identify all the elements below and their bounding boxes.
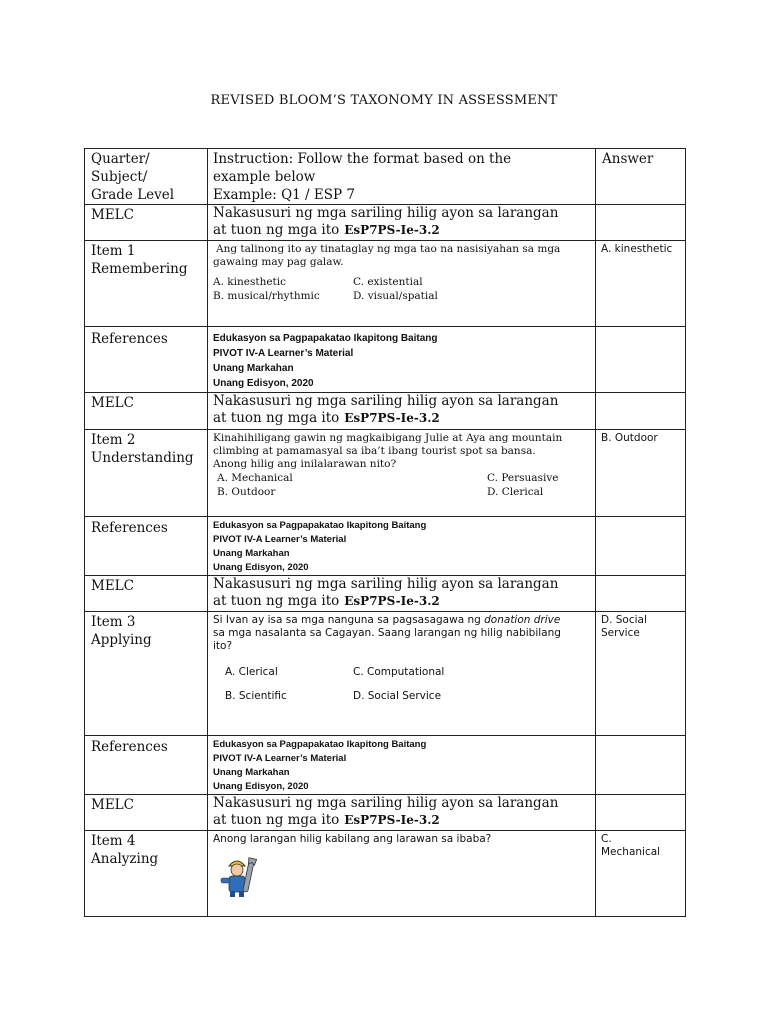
option: A. Clerical (225, 666, 278, 678)
table-row-references (85, 517, 686, 576)
item-answer: D. Social Service (601, 614, 647, 639)
option: D. Social Service (353, 690, 442, 702)
option: C. Computational (353, 666, 445, 678)
table-row-melc (85, 205, 686, 241)
references-text: Edukasyon sa Pagpapakatao Ikapitong Baitang PIVOT IV-A Learner’s Material Unang Markahan Unang Edisyon, 2020 (213, 739, 427, 792)
table-row-item-4 (85, 831, 686, 917)
melc-code: EsP7PS-Ie-3.2 (344, 594, 440, 608)
references-label: References (91, 331, 168, 347)
table-row-melc (85, 393, 686, 430)
instruction-line: example below (213, 169, 316, 185)
item-question: Anong larangan hilig kabilang ang larawan sa ibaba? (208, 831, 595, 902)
table-row-melc (85, 795, 686, 831)
melc-label: MELC (91, 207, 134, 223)
melc-label: MELC (91, 395, 134, 411)
table-row-melc (85, 576, 686, 612)
item-answer: A. kinesthetic (601, 243, 673, 255)
option: B. Outdoor (217, 486, 276, 498)
references-text: Edukasyon sa Pagpapakatao Ikapitong Baitang PIVOT IV-A Learner’s Material Unang Markahan Unang Edisyon, 2020 (213, 520, 427, 573)
table-row-item-3 (85, 612, 686, 736)
item-answer: B. Outdoor (601, 432, 658, 444)
item-label: Item 4 Analyzing (91, 833, 159, 867)
assessment-table (84, 148, 686, 917)
references-label: References (91, 520, 168, 536)
melc-text: Nakasusuri ng mga sariling hilig ayon sa larangan at tuon ng mga ito EsP7PS-Ie-3.2 (213, 393, 559, 426)
item-question: Si Ivan ay isa sa mga nanguna sa pagsasagawa ng donation drive sa mga nasalanta sa Cagayan. Saang larangan ng hilig nabibilang ito? A. Clerical C. Computational B. Scientific D. Social Service (208, 612, 595, 703)
page-title: REVISED BLOOM’S TAXONOMY IN ASSESSMENT (210, 93, 558, 108)
option: C. Persuasive (487, 472, 559, 484)
item-label: Item 3 Applying (91, 614, 152, 648)
option: A. Mechanical (217, 472, 293, 484)
option: D. visual/spatial (353, 290, 438, 302)
melc-label: MELC (91, 797, 134, 813)
table-row-references (85, 327, 686, 393)
melc-code: EsP7PS-Ie-3.2 (344, 411, 440, 425)
table-row-item-1 (85, 241, 686, 327)
item-answer: C. Mechanical (601, 833, 661, 858)
item-options (213, 471, 590, 499)
melc-code: EsP7PS-Ie-3.2 (344, 813, 440, 827)
option: B. Scientific (225, 690, 287, 702)
cell-instruction (208, 149, 596, 205)
option: A. kinesthetic (213, 276, 286, 288)
mechanic-with-wrench-icon (217, 854, 263, 898)
item-question: Ang talinong ito ay tinataglay ng mga tao na nasisiyahan sa mga gawaing may pag galaw. A. kinesthetic C. existential B. musical/rhythmic D. visual/spatial (208, 241, 595, 303)
table-row-references (85, 736, 686, 795)
melc-code: EsP7PS-Ie-3.2 (344, 223, 440, 237)
item-options (213, 665, 590, 703)
melc-text: Nakasusuri ng mga sariling hilig ayon sa larangan at tuon ng mga ito EsP7PS-Ie-3.2 (213, 576, 559, 609)
item-label: Item 2 Understanding (91, 432, 194, 466)
cell-answer-header: Answer (596, 149, 686, 205)
melc-label: MELC (91, 578, 134, 594)
table-row-item-2 (85, 430, 686, 517)
instruction-example: Example: Q1 / ESP 7 (213, 187, 355, 203)
item-options (213, 275, 590, 303)
option: D. Clerical (487, 486, 544, 498)
option: C. existential (353, 276, 423, 288)
references-label: References (91, 739, 168, 755)
item-label: Item 1 Remembering (91, 243, 188, 277)
table-row-header (85, 149, 686, 205)
references-text: Edukasyon sa Pagpapakatao Ikapitong Baitang PIVOT IV-A Learner’s Material Unang Markahan Unang Edisyon, 2020 (213, 333, 438, 389)
melc-text: Nakasusuri ng mga sariling hilig ayon sa larangan at tuon ng mga ito EsP7PS-Ie-3.2 (213, 205, 559, 238)
melc-text: Nakasusuri ng mga sariling hilig ayon sa larangan at tuon ng mga ito EsP7PS-Ie-3.2 (213, 795, 559, 828)
cell-quarter-label: Quarter/ Subject/ Grade Level (85, 149, 208, 205)
instruction-line: Instruction: Follow the format based on the (213, 151, 512, 167)
option: B. musical/rhythmic (213, 290, 320, 302)
item-question: Kinahihiligang gawin ng magkaibigang Julie at Aya ang mountain climbing at pamamasyal sa iba’t ibang tourist spot sa bansa. Anong hilig ang inilalarawan nito? A. Mechanical C. Persuasive B. Outdoor D. Clerical (208, 430, 595, 499)
